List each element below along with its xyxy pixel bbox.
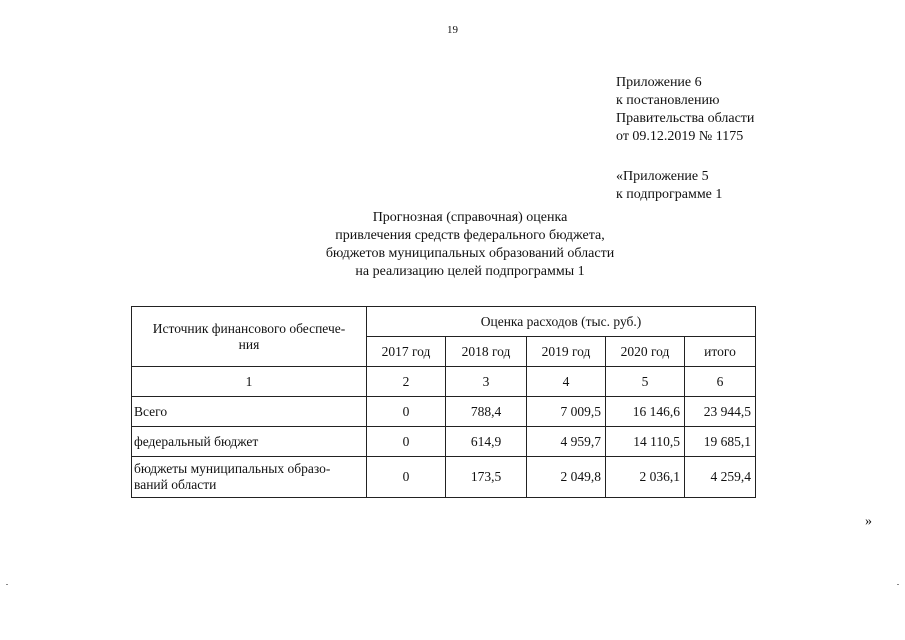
cell-2018: 173,5 [446,457,527,498]
attachment-line: «Приложение 5 [616,169,709,184]
attachment-line: Правительства области [616,111,755,126]
cell-2018: 614,9 [446,427,527,457]
table-row [132,397,756,427]
total-header: итого [685,337,756,367]
cell-total: 4 259,4 [685,457,756,498]
scan-edge-mark [6,584,8,585]
title-line: на реализацию целей подпрограммы 1 [355,264,585,279]
year-header: 2017 год [367,337,446,367]
table-row [132,427,756,457]
cell-2017: 0 [367,427,446,457]
row-label: федеральный бюджет [132,427,367,457]
cell-2019: 7 009,5 [527,397,606,427]
table-row [132,457,756,498]
title-line: Прогнозная (справочная) оценка [372,210,568,225]
column-number: 6 [685,367,756,397]
cell-2017: 0 [367,397,446,427]
attachment-line: к подпрограмме 1 [616,187,723,202]
year-header: 2019 год [527,337,606,367]
column-number: 2 [367,367,446,397]
row-label-line: ваний области [134,477,217,492]
cell-total: 23 944,5 [685,397,756,427]
title-line: привлечения средств федерального бюджета, [335,228,605,243]
column-number: 3 [446,367,527,397]
cell-2017: 0 [367,457,446,498]
estimate-header: Оценка расходов (тыс. руб.) [367,307,756,337]
page-number: 19 [447,24,458,36]
cell-2020: 14 110,5 [606,427,685,457]
attachment-line: от 09.12.2019 № 1175 [616,129,744,144]
attachment-line: Приложение 6 [616,75,702,90]
financing-table [131,306,756,498]
cell-2020: 2 036,1 [606,457,685,498]
column-number: 4 [527,367,606,397]
cell-2020: 16 146,6 [606,397,685,427]
column-number: 5 [606,367,685,397]
year-header: 2020 год [606,337,685,367]
row-label [132,457,367,498]
scan-edge-mark [897,584,899,585]
spacer [616,146,754,168]
source-header [132,307,367,367]
title-line: бюджетов муниципальных образований области [325,246,615,261]
source-header-line: Источник финансового обеспече- [152,320,346,336]
document-title [200,209,740,281]
source-header-line: ния [238,336,260,352]
row-label: Всего [132,397,367,427]
column-number-row [132,367,756,397]
column-number: 1 [132,367,367,397]
closing-quote: » [865,514,872,529]
attachment-block [616,74,754,204]
attachment-line: к постановлению [616,93,720,108]
table-header-row [132,307,756,337]
cell-2019: 2 049,8 [527,457,606,498]
cell-2019: 4 959,7 [527,427,606,457]
row-label-line: бюджеты муниципальных образо- [134,461,331,476]
year-header: 2018 год [446,337,527,367]
cell-2018: 788,4 [446,397,527,427]
cell-total: 19 685,1 [685,427,756,457]
